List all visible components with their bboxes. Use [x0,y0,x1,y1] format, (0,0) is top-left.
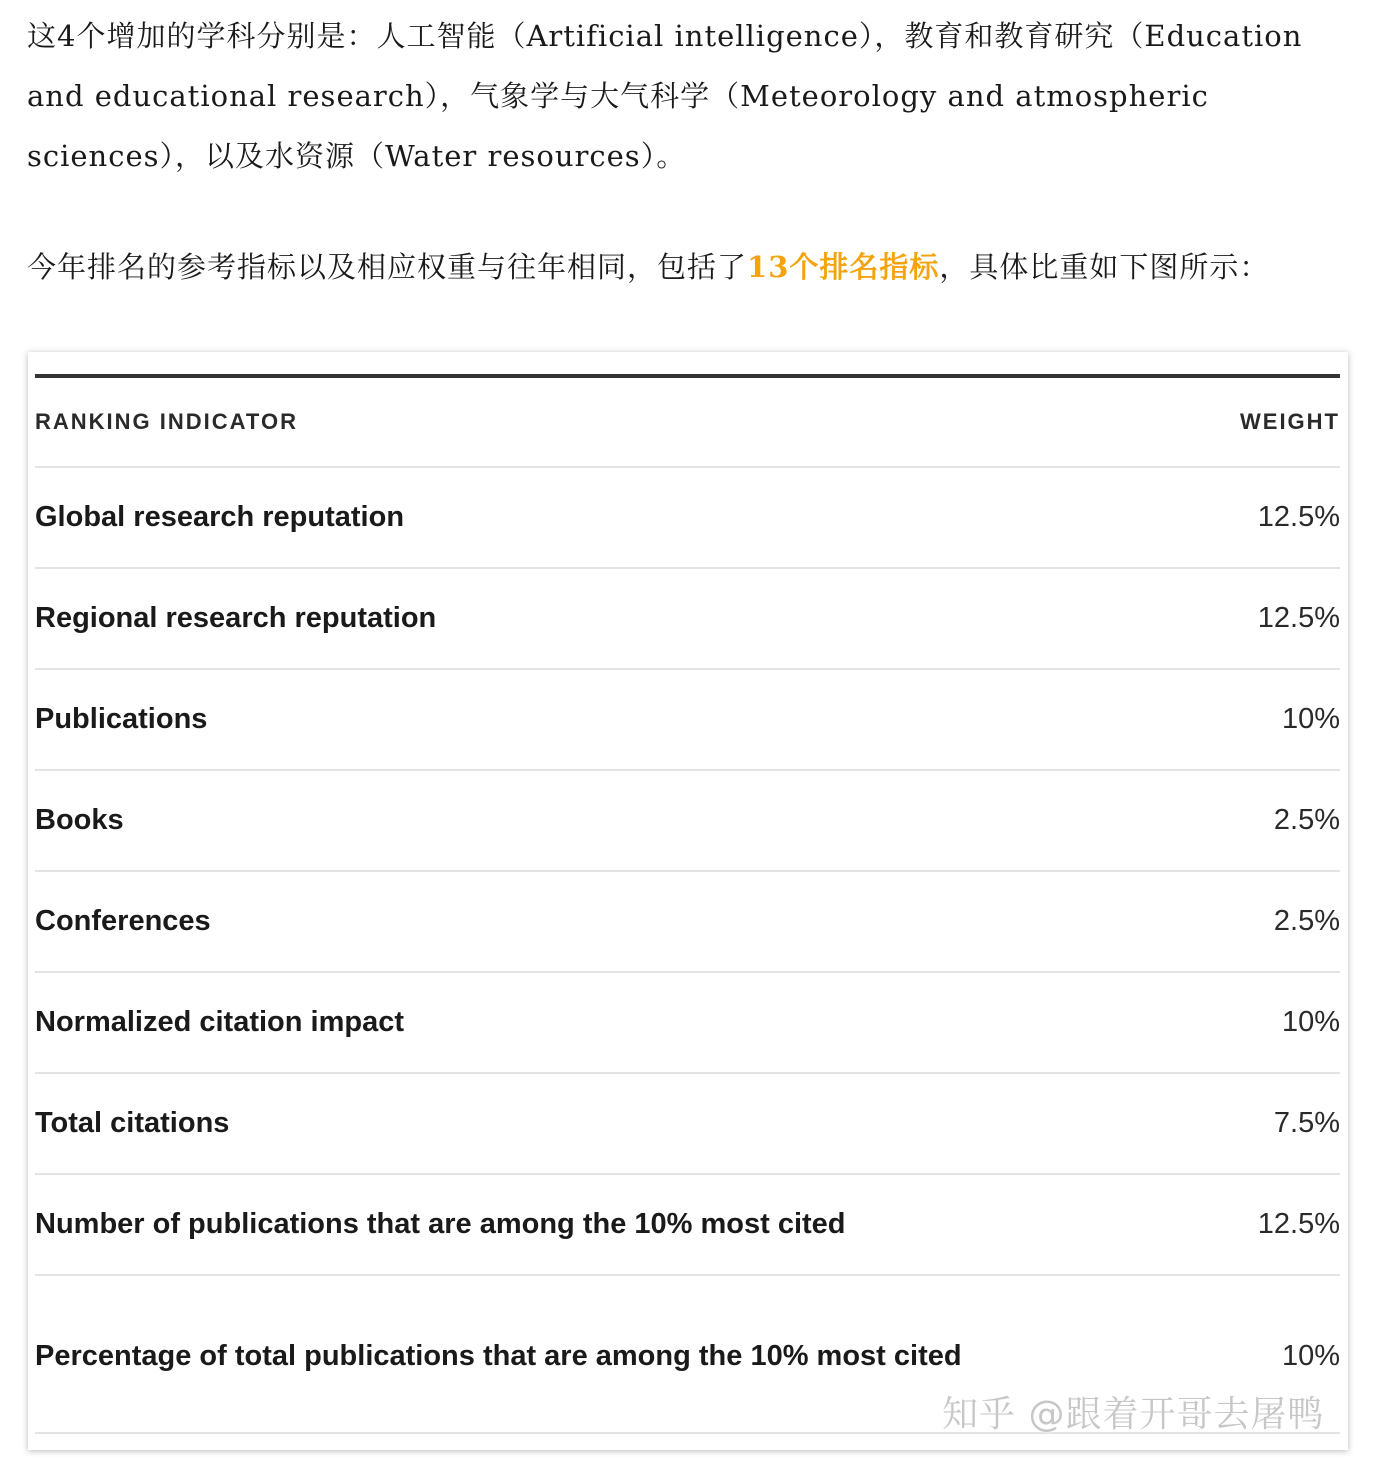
row-weight: 12.5% [1257,602,1340,634]
table-header-row [35,378,1340,468]
row-indicator: Number of publications that are among the 10% most cited [35,1208,846,1240]
table-row [35,771,1340,872]
intro-line-3: sciences），以及水资源（Water resources）。 [27,139,687,173]
row-weight: 12.5% [1257,501,1340,533]
summary-paragraph [27,240,1269,294]
intro-paragraph [27,0,1347,186]
table-row [35,670,1340,771]
table-row [35,1175,1340,1276]
row-weight: 2.5% [1273,905,1340,937]
row-weight: 12.5% [1257,1208,1340,1240]
header-weight: WEIGHT [1240,409,1340,434]
summary-highlight: 13个排名指标 [747,250,940,284]
row-indicator: Books [35,804,124,836]
ranking-table-image[interactable] [28,352,1348,1450]
row-indicator: Conferences [35,905,211,937]
summary-text-before: 今年排名的参考指标以及相应权重与往年相同，包括了 [27,250,748,284]
table-row [35,973,1340,1074]
table-row [35,569,1340,670]
article-body [27,0,1347,284]
intro-line-2: and educational research），气象学与大气科学（Meteorology and atmospheric [27,79,1209,113]
row-indicator: Global research reputation [35,501,405,533]
row-indicator: Total citations [35,1107,230,1139]
table-row [35,1074,1340,1175]
row-weight: 10% [1281,703,1340,735]
row-indicator: Regional research reputation [35,602,437,634]
row-weight: 7.5% [1273,1107,1340,1139]
row-indicator: Publications [35,703,208,735]
zhihu-watermark: 知乎 @跟着开哥去屠鸭 [942,1394,1325,1435]
row-indicator: Normalized citation impact [35,1006,405,1038]
intro-line-1: 这4个增加的学科分别是：人工智能（Artificial intelligence），教育和教育研究（Education [27,19,1303,53]
row-weight: 2.5% [1273,804,1340,836]
table-row [35,872,1340,973]
summary-text-after: ，具体比重如下图所示： [939,250,1270,284]
row-weight: 10% [1281,1006,1340,1038]
row-indicator: Percentage of total publications that are among the 10% most cited [35,1340,962,1372]
header-ranking-indicator: RANKING INDICATOR [35,409,298,434]
row-weight: 10% [1281,1340,1340,1372]
table-row [35,468,1340,569]
